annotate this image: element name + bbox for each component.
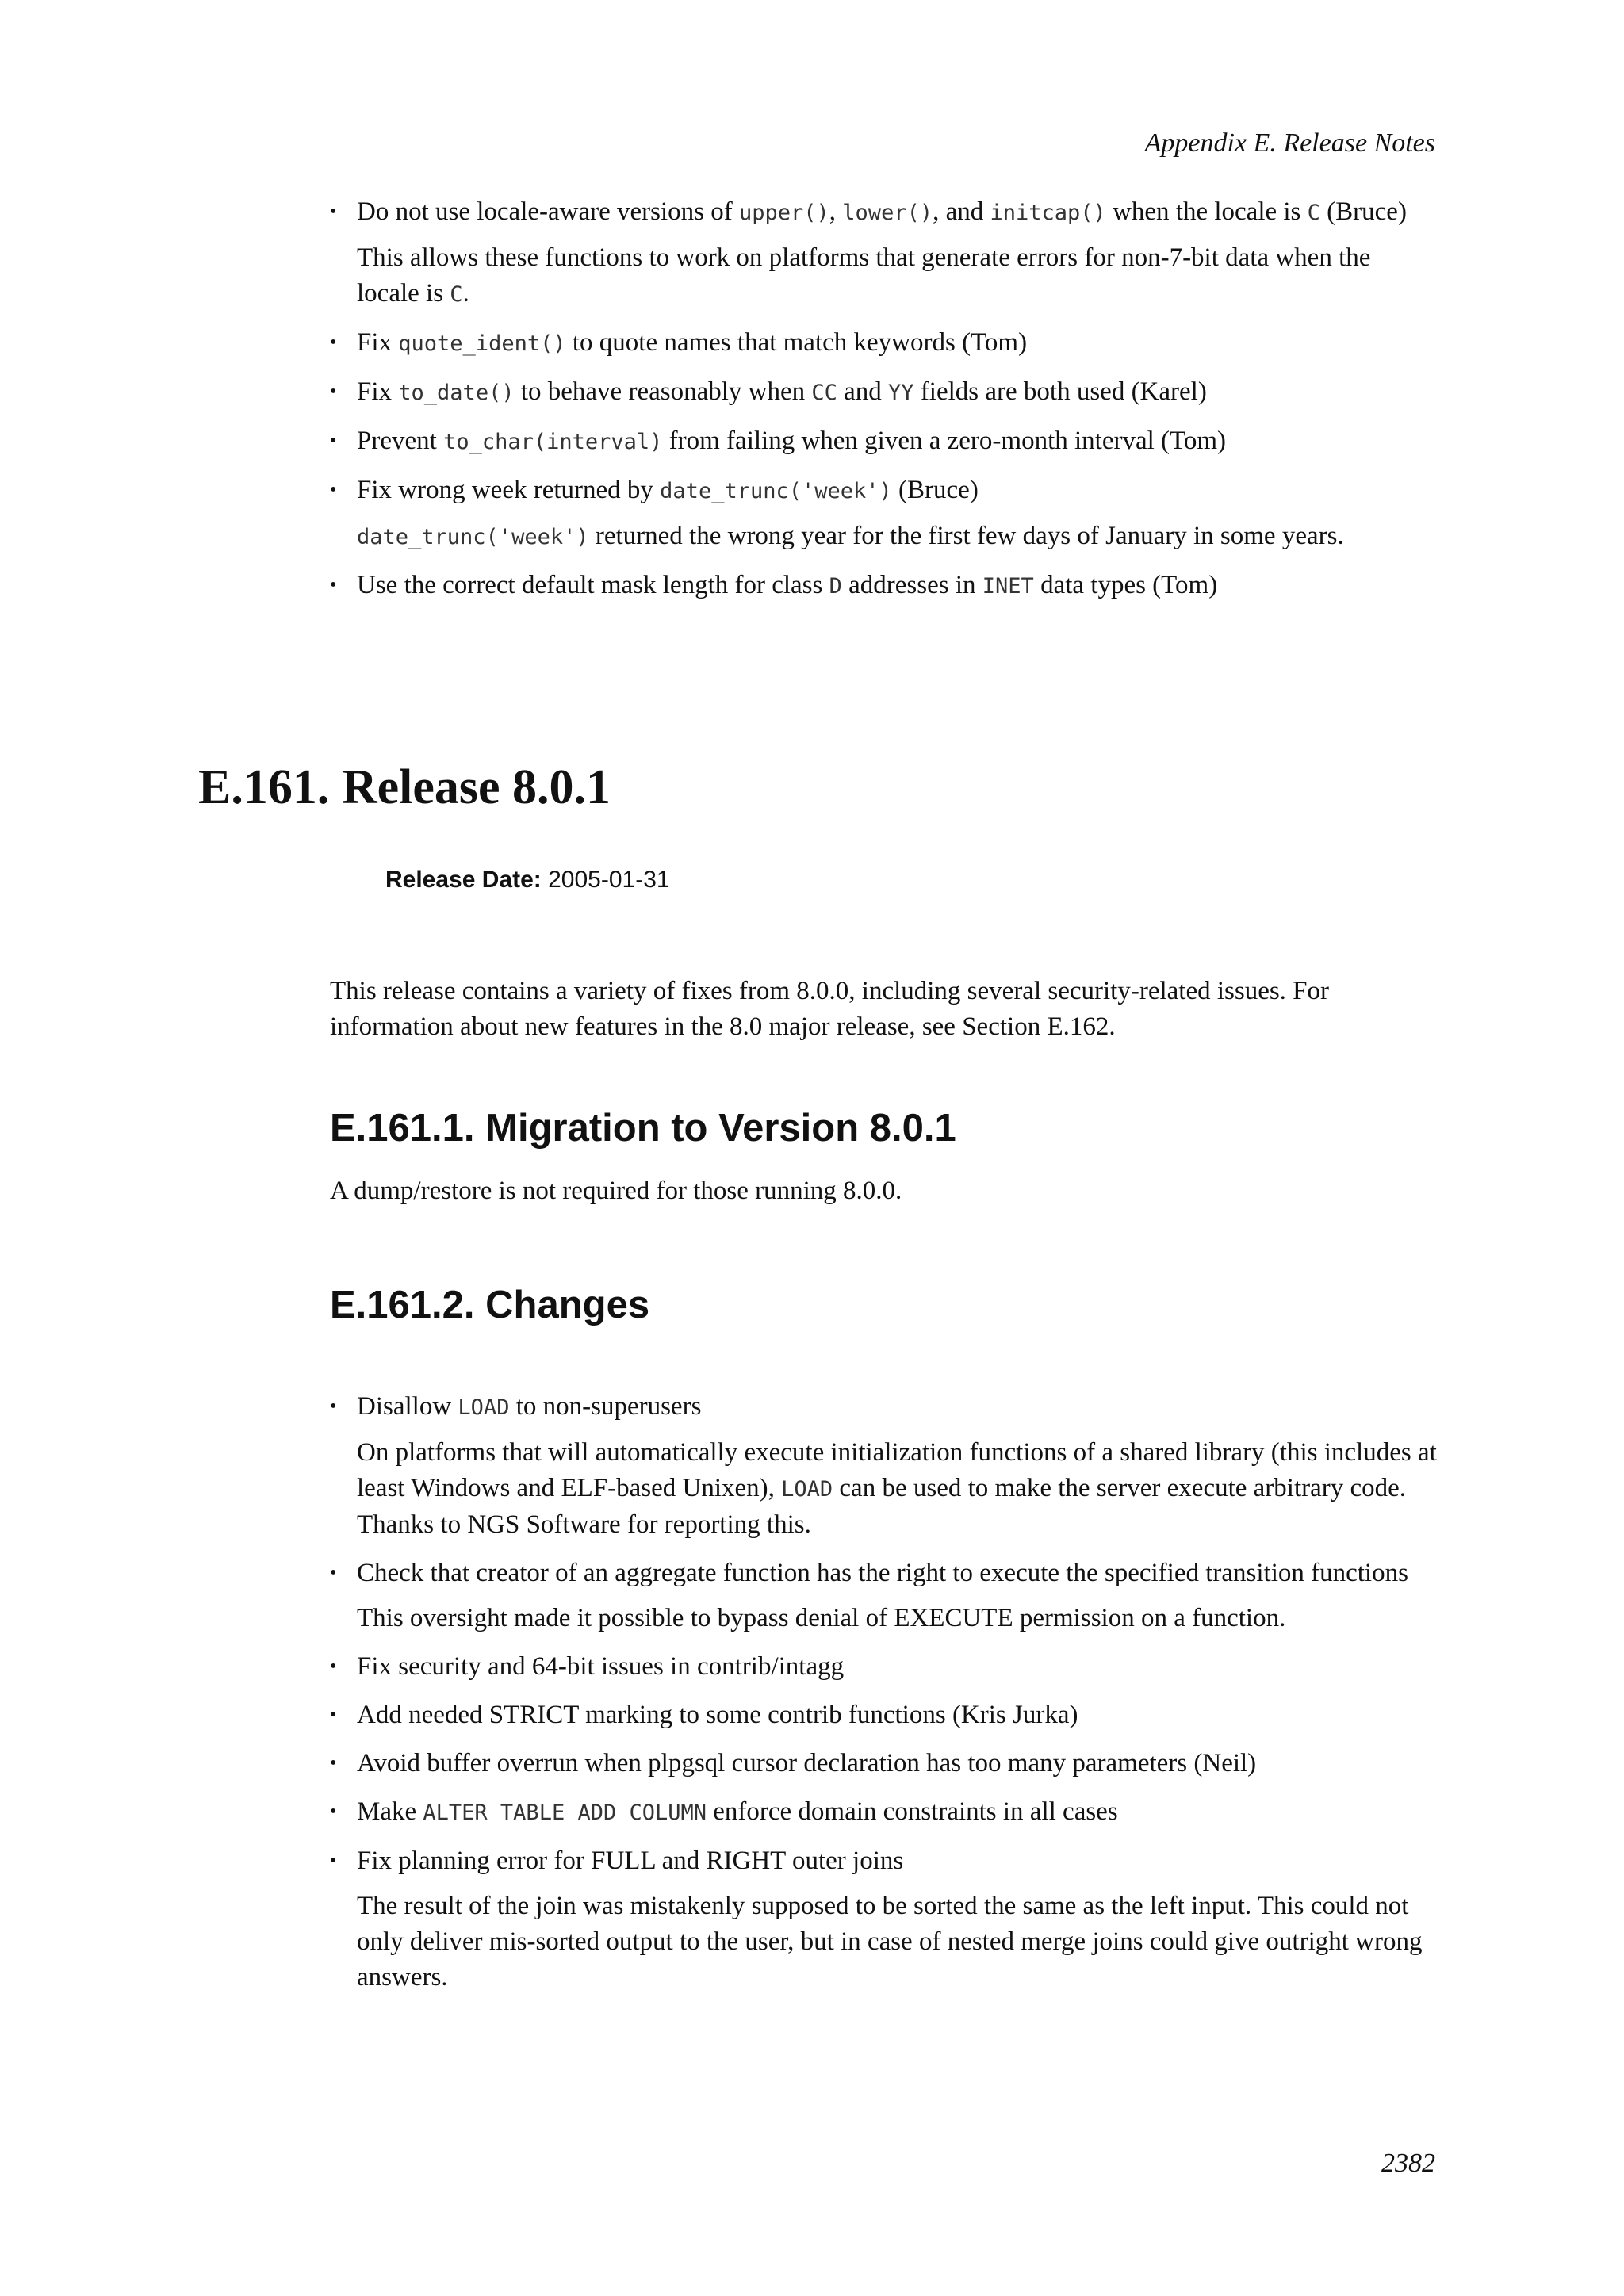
section-title: E.161. Release 8.0.1 [198, 760, 611, 814]
changes-list [330, 1389, 1437, 2008]
inline-code: quote_ident() [398, 331, 566, 356]
inline-code: LOAD [781, 1477, 833, 1502]
list-item: • Make ALTER TABLE ADD COLUMN enforce domain constraints in all cases [330, 1794, 1437, 1831]
list-item: • Disallow LOAD to non-superusers [330, 1389, 1437, 1425]
inline-code: D [829, 574, 842, 599]
inline-code: initcap() [990, 201, 1106, 225]
inline-code: date_trunc('week') [660, 479, 892, 503]
release-date-label: Release Date: [385, 867, 542, 893]
fix-list-8-0-2 [330, 194, 1437, 617]
release-date [385, 867, 670, 894]
list-item: • Do not use locale-aware versions of upper(), lower(), and initcap() when the locale is C (Bruce) [330, 194, 1437, 231]
inline-code: to_date() [398, 381, 515, 405]
release-intro: This release contains a variety of fixes from 8.0.0, including several security-related issues. For information about new features in the 8.0 major release, see Section E.162. [330, 977, 1330, 1041]
list-item: • Use the correct default mask length for class D addresses in INET data types (Tom) [330, 568, 1437, 604]
list-item: • Fix security and 64-bit issues in contrib/intagg [330, 1649, 1437, 1685]
list-item-note: This oversight made it possible to bypass denial of EXECUTE permission on a function. [357, 1604, 1286, 1632]
inline-code: to_char(interval) [443, 430, 663, 454]
migration-text: A dump/restore is not required for those running 8.0.0. [330, 1177, 902, 1205]
page-number: 2382 [1381, 2149, 1435, 2178]
list-item: • Avoid buffer overrun when plpgsql cursor declaration has too many parameters (Neil) [330, 1746, 1437, 1781]
inline-code: C [450, 282, 463, 307]
inline-code: upper() [739, 201, 829, 225]
inline-code: YY [888, 381, 914, 405]
inline-code: C [1307, 201, 1320, 225]
list-item: • Add needed STRICT marking to some contrib functions (Kris Jurka) [330, 1697, 1437, 1733]
list-item: • Check that creator of an aggregate function has the right to execute the specified transition functions [330, 1556, 1437, 1591]
list-item-note: This allows these functions to work on platforms that generate errors for non-7-bit data when the locale is C. [357, 243, 1371, 308]
list-item: • Fix to_date() to behave reasonably when CC and YY fields are both used (Karel) [330, 374, 1437, 411]
migration-heading: E.161.1. Migration to Version 8.0.1 [330, 1107, 956, 1150]
changes-heading: E.161.2. Changes [330, 1284, 650, 1326]
release-date-value: 2005-01-31 [548, 867, 670, 893]
inline-code: CC [811, 381, 837, 405]
running-header: Appendix E. Release Notes [1144, 128, 1435, 158]
list-item-note: On platforms that will automatically execute initialization functions of a shared library (this includes at least Windows and ELF-based Unixen), LOAD can be used to make the server execute arbitrary code. Thanks to NGS Software for reporting this. [357, 1438, 1437, 1539]
list-item-note: The result of the join was mistakenly supposed to be sorted the same as the left input. This could not only deliver mis-sorted output to the user, but in case of nested merge joins could give outright wrong answers. [357, 1892, 1423, 1992]
list-item: • Fix wrong week returned by date_trunc('week') (Bruce) [330, 473, 1437, 509]
list-item: • Fix quote_ident() to quote names that match keywords (Tom) [330, 325, 1437, 362]
list-item: • Fix planning error for FULL and RIGHT outer joins [330, 1843, 1437, 1879]
inline-code: lower() [842, 201, 933, 225]
inline-code: INET [982, 574, 1034, 599]
list-item-note: date_trunc('week') returned the wrong year for the first few days of January in some years. [357, 522, 1344, 550]
list-item: • Prevent to_char(interval) from failing when given a zero-month interval (Tom) [330, 423, 1437, 460]
inline-code: ALTER TABLE ADD COLUMN [423, 1800, 707, 1825]
inline-code: LOAD [458, 1395, 510, 1420]
inline-code: date_trunc('week') [357, 525, 589, 549]
